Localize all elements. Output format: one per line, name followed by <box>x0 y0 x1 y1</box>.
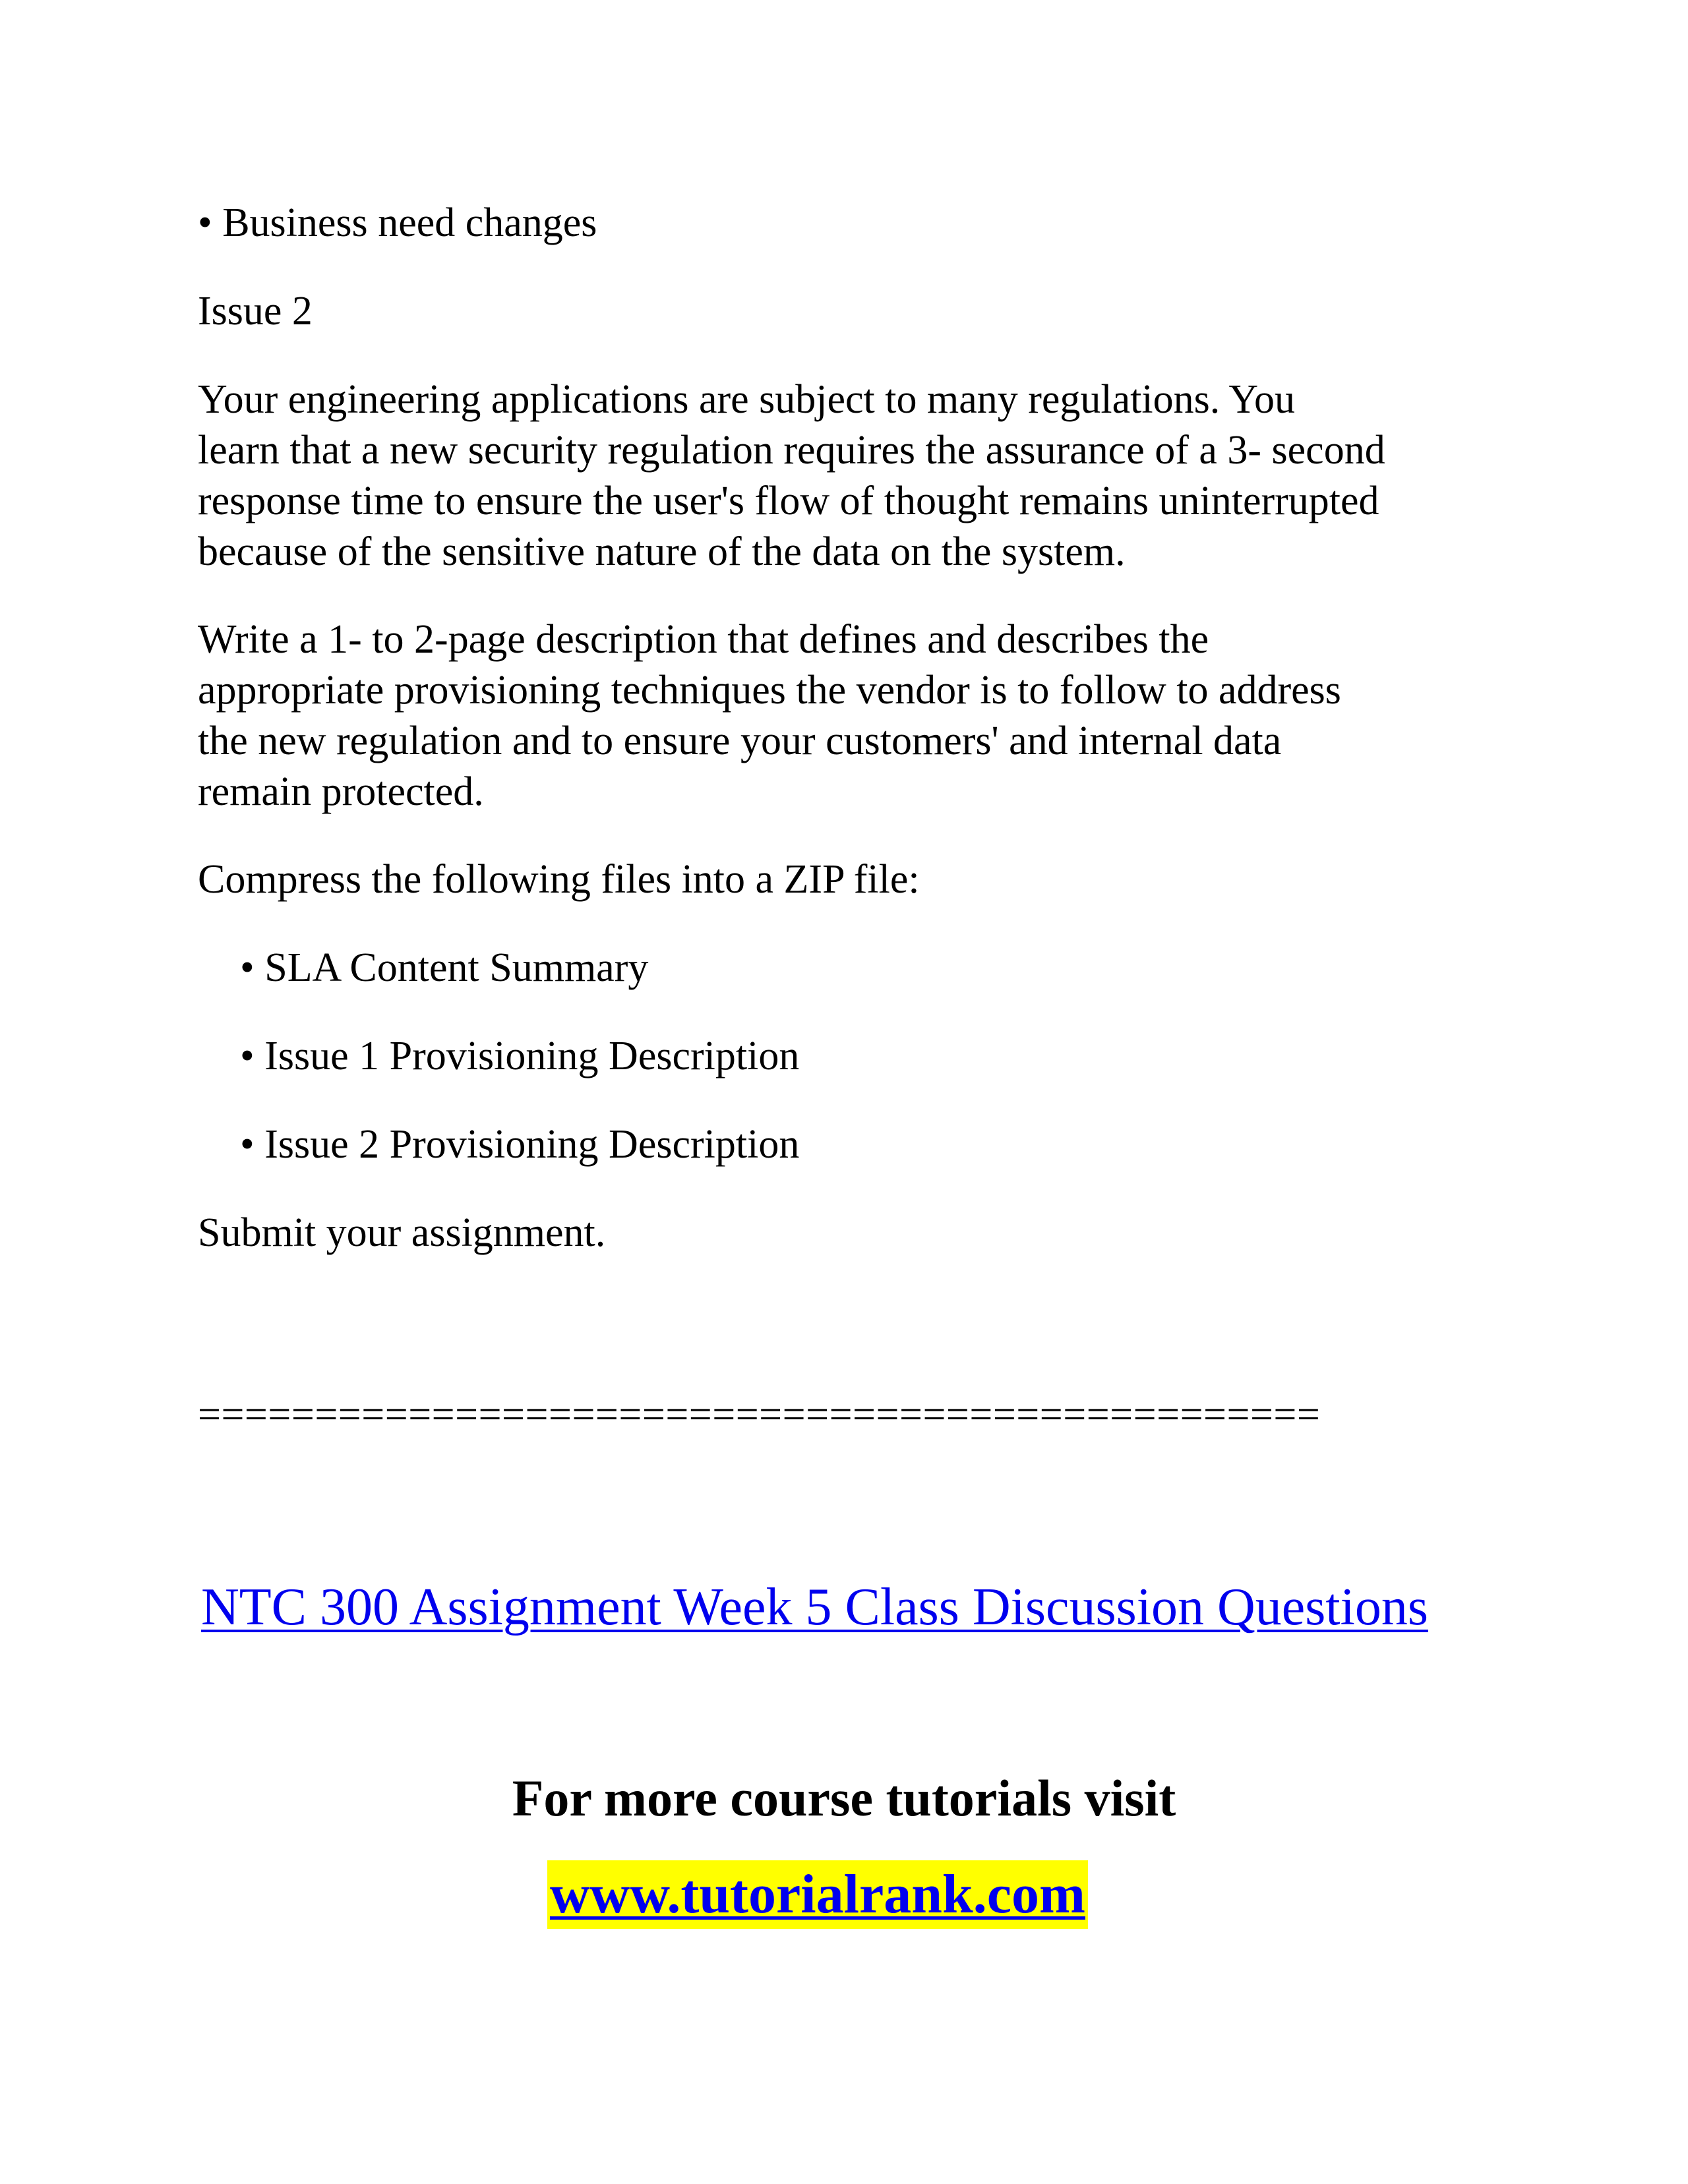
compress-instruction: Compress the following files into a ZIP file: <box>198 857 920 902</box>
issue-paragraph-line: response time to ensure the user's flow of thought remains uninterrupted <box>198 479 1379 523</box>
issue-paragraph-line: learn that a new security regulation requires the assurance of a 3- second <box>198 428 1385 473</box>
task-paragraph-line: appropriate provisioning techniques the vendor is to follow to address <box>198 668 1341 713</box>
task-paragraph <box>198 614 1341 817</box>
task-paragraph-line: remain protected. <box>198 769 484 814</box>
file-list-item: • SLA Content Summary <box>240 945 649 990</box>
site-link-highlight <box>547 1860 1088 1929</box>
issue-paragraph <box>198 374 1385 577</box>
task-paragraph-line: the new regulation and to ensure your customers' and internal data <box>198 719 1282 763</box>
separator-line: ================================================ <box>198 1392 1321 1437</box>
website-link[interactable]: www.tutorialrank.com <box>550 1864 1085 1925</box>
submit-line: Submit your assignment. <box>198 1210 606 1255</box>
file-list-item: • Issue 1 Provisioning Description <box>240 1034 800 1078</box>
next-assignment-link[interactable]: NTC 300 Assignment Week 5 Class Discussion Questions <box>201 1578 1428 1636</box>
issue-paragraph-line: Your engineering applications are subject to many regulations. You <box>198 377 1295 422</box>
bullet-business-need-changes: • Business need changes <box>198 200 597 245</box>
issue-heading: Issue 2 <box>198 289 313 334</box>
issue-paragraph-line: because of the sensitive nature of the data on the system. <box>198 529 1126 574</box>
file-list-item: • Issue 2 Provisioning Description <box>240 1122 800 1167</box>
task-paragraph-line: Write a 1- to 2-page description that defines and describes the <box>198 617 1209 662</box>
promo-text: For more course tutorials visit <box>512 1769 1176 1827</box>
